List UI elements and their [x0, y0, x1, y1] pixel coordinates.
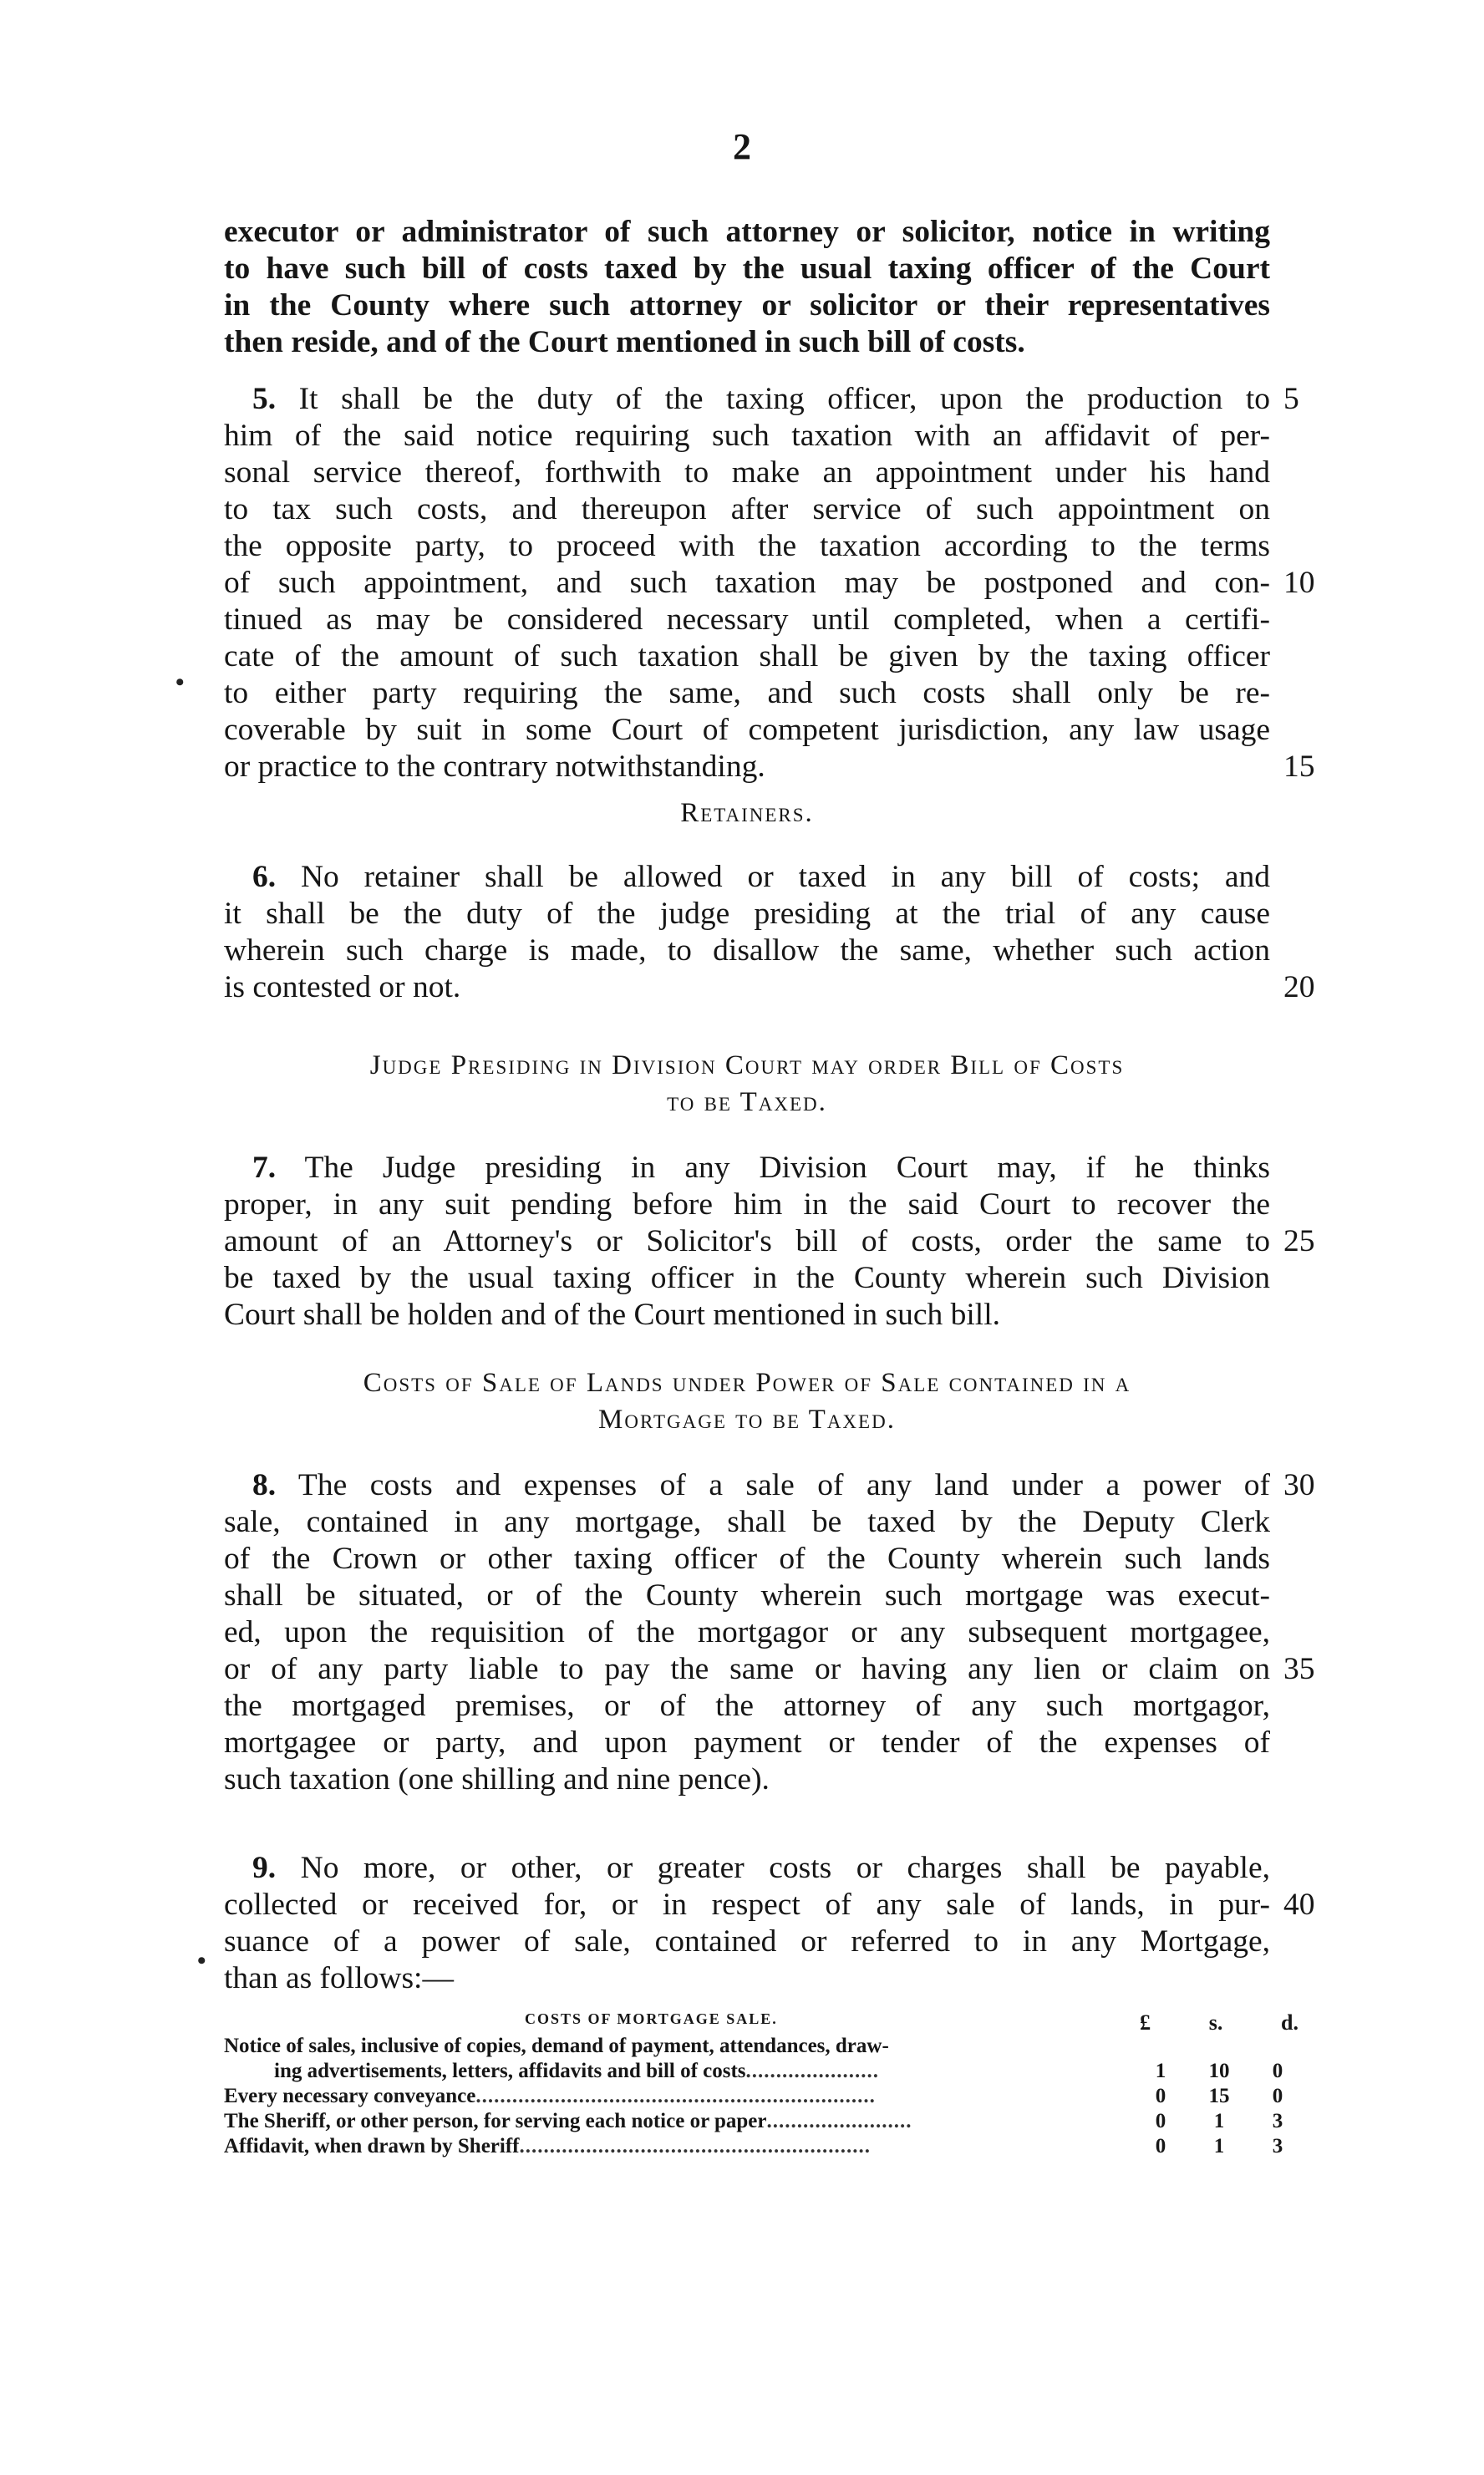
- text-line: to have such bill of costs taxed by the usual taxing officer of the Court: [224, 252, 1270, 286]
- text-line: such taxation (one shilling and nine pence).: [224, 1762, 770, 1797]
- table-row: [224, 2034, 1310, 2059]
- text-line: than as follows:—: [224, 1961, 454, 1995]
- section-number: 9.: [252, 1851, 277, 1885]
- table-title: COSTS OF MORTGAGE SALE.: [525, 2010, 778, 2027]
- page-number: 2: [733, 126, 751, 167]
- text-line: or of any party liable to pay the same or having any lien or claim on: [224, 1652, 1270, 1686]
- text-line: to tax such costs, and thereupon after service of such appointment on: [224, 492, 1270, 526]
- column-header-shillings: s.: [1208, 2010, 1223, 2035]
- text-line: be taxed by the usual taxing officer in the County wherein such Division: [224, 1261, 1270, 1295]
- heading-judge-line1: Judge Presiding in Division Court may order Bill of Costs: [369, 1050, 1125, 1080]
- section-7: [224, 1150, 1270, 1334]
- row-amount: 0 1 3: [1155, 2135, 1283, 2157]
- column-header-pence: d.: [1281, 2010, 1298, 2035]
- margin-line-number: 35: [1283, 1652, 1315, 1686]
- text-line: executor or administrator of such attorney or solicitor, notice in writing: [224, 215, 1270, 249]
- row-description: Affidavit, when drawn by Sheriff..........................................................: [224, 2135, 871, 2157]
- section-9: [224, 1850, 1270, 1997]
- section-number: 7.: [252, 1151, 277, 1185]
- text-line: it shall be the duty of the judge presiding at the trial of any cause: [224, 897, 1270, 931]
- row-description: The Sheriff, or other person, for serving each notice or paper........................: [224, 2110, 912, 2132]
- text-line: him of the said notice requiring such taxation with an affidavit of per-: [224, 419, 1270, 453]
- row-amount: 0 1 3: [1155, 2110, 1283, 2132]
- row-description: Notice of sales, inclusive of copies, demand of payment, attendances, draw-: [224, 2035, 889, 2057]
- text-line: in the County where such attorney or solicitor or their representatives: [224, 288, 1270, 323]
- margin-line-number: 25: [1283, 1224, 1315, 1258]
- intro-paragraph: [224, 214, 1270, 361]
- text-line: collected or received for, or in respect of any sale of lands, in pur-: [224, 1888, 1270, 1922]
- text-line: amount of an Attorney's or Solicitor's bill of costs, order the same to: [224, 1224, 1270, 1258]
- section-5: [224, 381, 1270, 785]
- margin-line-number: 15: [1283, 750, 1315, 784]
- text-line: sonal service thereof, forthwith to make an appointment under his hand: [224, 455, 1270, 490]
- heading-costs-line2: Mortgage to be Taxed.: [598, 1405, 896, 1435]
- margin-line-number: 20: [1283, 970, 1315, 1004]
- text-line: 8. The costs and expenses of a sale of any land under a power of: [252, 1468, 1270, 1502]
- margin-line-number: 40: [1283, 1888, 1315, 1922]
- text-line: cate of the amount of such taxation shall be given by the taxing officer: [224, 639, 1270, 673]
- text-line: coverable by suit in some Court of competent jurisdiction, any law usage: [224, 713, 1270, 747]
- text-line: 9. No more, or other, or greater costs or charges shall be payable,: [252, 1851, 1270, 1885]
- margin-line-number: 5: [1283, 382, 1299, 416]
- margin-line-number: 10: [1283, 566, 1315, 600]
- row-amount: 1 10 0: [1155, 2060, 1283, 2082]
- text-line: 6. No retainer shall be allowed or taxed in any bill of costs; and: [252, 860, 1270, 894]
- text-line: tinued as may be considered necessary until completed, when a certifi-: [224, 602, 1270, 637]
- text-line: mortgagee or party, and upon payment or tender of the expenses of: [224, 1725, 1270, 1760]
- row-amount: 0 15 0: [1155, 2085, 1283, 2107]
- heading-costs-line1: Costs of Sale of Lands under Power of Sale contained in a: [363, 1368, 1131, 1398]
- text-line: 5. It shall be the duty of the taxing officer, upon the production to: [252, 382, 1270, 416]
- table-column-headers: [1140, 2010, 1298, 2035]
- print-speck: •: [175, 668, 185, 696]
- text-line: of such appointment, and such taxation may be postponed and con-: [224, 566, 1270, 600]
- text-line: the opposite party, to proceed with the taxation according to the terms: [224, 529, 1270, 563]
- text-line: 7. The Judge presiding in any Division Court may, if he thinks: [252, 1151, 1270, 1185]
- text-line: or practice to the contrary notwithstanding.: [224, 750, 765, 784]
- text-line: then reside, and of the Court mentioned in such bill of costs.: [224, 325, 1025, 359]
- text-line: wherein such charge is made, to disallow the same, whether such action: [224, 933, 1270, 968]
- section-8: [224, 1467, 1270, 1798]
- text-line: of the Crown or other taxing officer of the County wherein such lands: [224, 1542, 1270, 1576]
- margin-line-number: 30: [1283, 1468, 1315, 1502]
- table-row: [224, 2059, 1310, 2084]
- text-line: ed, upon the requisition of the mortgagor or any subsequent mortgagee,: [224, 1615, 1270, 1649]
- text-line: shall be situated, or of the County wherein such mortgage was execut-: [224, 1578, 1270, 1613]
- row-description: Every necessary conveyance..................................................................: [224, 2085, 876, 2107]
- table-row: [224, 2109, 1310, 2134]
- table-row: [224, 2134, 1310, 2159]
- text-line: sale, contained in any mortgage, shall be taxed by the Deputy Clerk: [224, 1505, 1270, 1539]
- section-number: 6.: [252, 860, 277, 894]
- section-number: 5.: [252, 382, 277, 416]
- text-line: proper, in any suit pending before him in the said Court to recover the: [224, 1187, 1270, 1222]
- column-header-pounds: £: [1140, 2010, 1151, 2035]
- section-number: 8.: [252, 1468, 277, 1502]
- text-line: suance of a power of sale, contained or referred to in any Mortgage,: [224, 1924, 1270, 1959]
- text-line: is contested or not.: [224, 970, 461, 1004]
- text-line: the mortgaged premises, or of the attorney of any such mortgagor,: [224, 1689, 1270, 1723]
- section-6: [224, 859, 1270, 1006]
- text-line: to either party requiring the same, and such costs shall only be re-: [224, 676, 1270, 710]
- heading-judge-line2: to be Taxed.: [667, 1087, 827, 1117]
- table-row: [224, 2084, 1310, 2109]
- row-description: ing advertisements, letters, affidavits and bill of costs......................: [274, 2060, 880, 2082]
- print-speck: •: [197, 1947, 206, 1974]
- text-line: Court shall be holden and of the Court mentioned in such bill.: [224, 1298, 1001, 1332]
- heading-retainers: Retainers.: [680, 798, 814, 828]
